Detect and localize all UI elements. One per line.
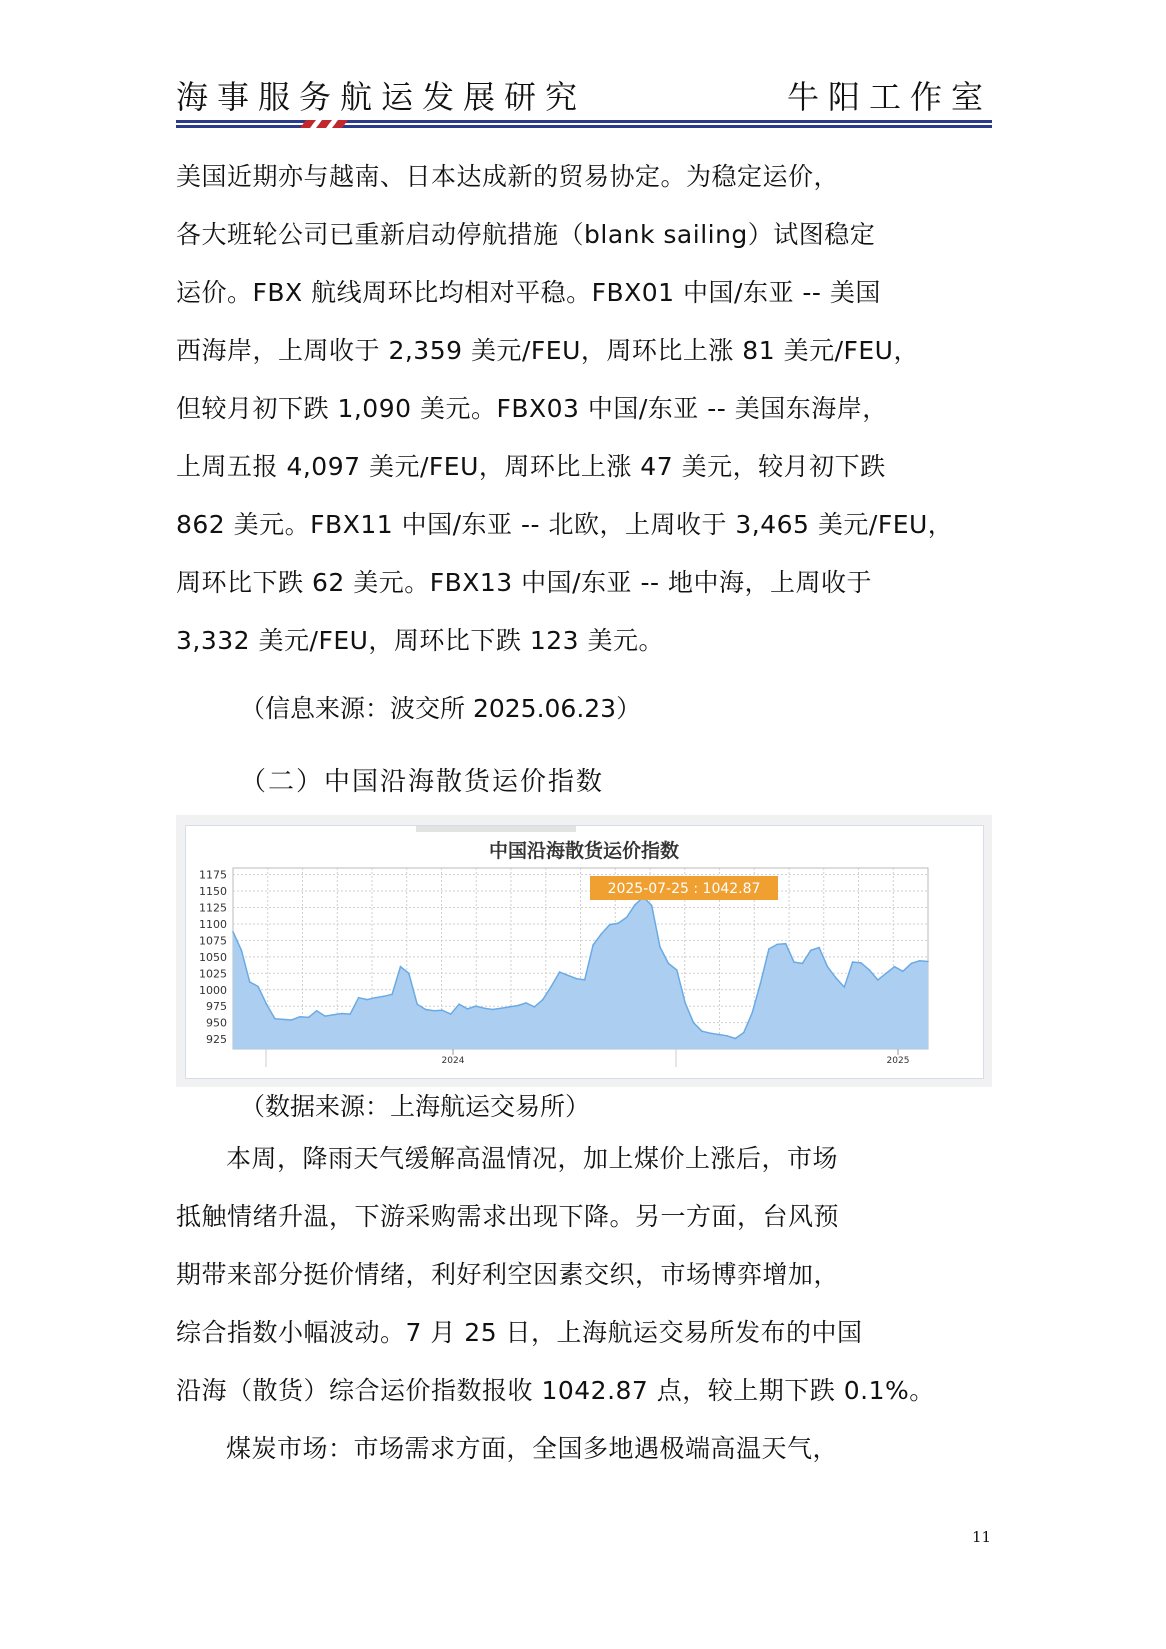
text-line: 周环比下跌 62 美元。FBX13 中国/东亚 -- 地中海，上周收于 — [176, 568, 872, 597]
data-point — [609, 924, 611, 926]
y-tick-label: 1100 — [199, 917, 227, 931]
data-point — [827, 966, 829, 968]
y-tick-label: 1050 — [199, 950, 227, 964]
data-point — [576, 978, 578, 980]
data-point — [676, 969, 678, 971]
data-point — [927, 961, 929, 963]
data-point — [291, 1019, 293, 1021]
y-tick-label: 925 — [206, 1033, 227, 1047]
data-point — [433, 1010, 435, 1012]
data-point — [768, 948, 770, 950]
data-point — [316, 1010, 318, 1012]
text-line: 862 美元。FBX11 中国/东亚 -- 北欧，上周收于 3,465 美元/FEU， — [176, 510, 954, 539]
data-point — [282, 1019, 284, 1021]
data-point — [651, 905, 653, 907]
text-line: 期带来部分挺价情绪，利好利空因素交织，市场博弈增加， — [176, 1260, 840, 1289]
data-point — [274, 1018, 276, 1020]
data-point — [416, 1003, 418, 1005]
text-line: 上周五报 4,097 美元/FEU，周环比上涨 47 美元，较月初下跌 — [176, 452, 886, 481]
data-point — [358, 997, 360, 999]
y-tick-label: 975 — [206, 1000, 227, 1014]
text-line: 西海岸，上周收于 2,359 美元/FEU，周环比上涨 81 美元/FEU， — [176, 336, 919, 365]
data-point — [492, 1009, 494, 1011]
data-point — [810, 950, 812, 952]
y-tick-label: 1150 — [199, 885, 227, 899]
data-point — [869, 969, 871, 971]
data-point — [383, 996, 385, 998]
data-point — [333, 1014, 335, 1016]
data-point — [509, 1006, 511, 1008]
data-point — [467, 1008, 469, 1010]
x-tick-label: 2024 — [441, 1056, 465, 1066]
text-line: 综合指数小幅波动。7 月 25 日，上海航运交易所发布的中国 — [176, 1318, 863, 1347]
data-point — [885, 973, 887, 975]
text-line: 3,332 美元/FEU，周环比下跌 123 美元。 — [176, 626, 665, 655]
data-point — [341, 1013, 343, 1015]
data-point — [902, 971, 904, 973]
data-point — [408, 973, 410, 975]
data-point — [894, 966, 896, 968]
data-point — [450, 1013, 452, 1015]
data-point — [500, 1007, 502, 1009]
data-point — [802, 963, 804, 965]
data-point — [584, 979, 586, 981]
data-point — [442, 1009, 444, 1011]
text-line: 沿海（散货）综合运价指数报收 1042.87 点，较上期下跌 0.1%。 — [176, 1376, 935, 1405]
data-point — [601, 933, 603, 935]
data-point — [517, 1005, 519, 1007]
tooltip-text: 2025-07-25 : 1042.87 — [607, 881, 761, 897]
chart-title: 中国沿海散货运价指数 — [488, 840, 680, 862]
text-line: 运价。FBX 航线周环比均相对平稳。FBX01 中国/东亚 -- 美国 — [176, 278, 881, 307]
text-line: 但较月初下跌 1,090 美元。FBX03 中国/东亚 -- 美国东海岸， — [176, 394, 888, 423]
text-line: 美国近期亦与越南、日本达成新的贸易协定。为稳定运价， — [176, 162, 840, 191]
data-point — [668, 963, 670, 965]
data-point — [475, 1005, 477, 1007]
data-point — [777, 944, 779, 946]
data-point — [718, 1034, 720, 1036]
data-point — [366, 999, 368, 1001]
paragraph-coal-market — [176, 1420, 992, 1478]
data-point — [241, 950, 243, 952]
data-point — [375, 997, 377, 999]
section-title: （二）中国沿海散货运价指数 — [240, 767, 605, 797]
data-point — [693, 1022, 695, 1024]
data-point — [425, 1009, 427, 1011]
data-point — [534, 1006, 536, 1008]
data-point — [684, 1002, 686, 1004]
data-point — [324, 1015, 326, 1017]
data-point — [911, 963, 913, 965]
data-point — [525, 1002, 527, 1004]
data-point — [232, 931, 234, 933]
data-point — [266, 1003, 268, 1005]
y-tick-label: 1075 — [199, 934, 227, 948]
data-point — [483, 1007, 485, 1009]
text-line: 各大班轮公司已重新启动停航措施（blank sailing）试图稳定 — [176, 220, 876, 249]
data-point — [710, 1032, 712, 1034]
y-tick-label: 950 — [206, 1016, 227, 1030]
chart-panel — [185, 825, 984, 1079]
data-point — [391, 994, 393, 996]
header-left-title: 海事服务航运发展研究 — [176, 78, 587, 116]
data-point — [559, 971, 561, 973]
data-point — [735, 1038, 737, 1040]
data-point — [592, 944, 594, 946]
chart-tooltip — [590, 876, 778, 900]
data-point — [743, 1032, 745, 1034]
data-point — [349, 1013, 351, 1015]
y-tick-label: 1025 — [199, 967, 227, 981]
data-point — [726, 1035, 728, 1037]
data-point — [550, 986, 552, 988]
y-tick-label: 1125 — [199, 901, 227, 915]
data-point — [567, 975, 569, 977]
data-point — [659, 946, 661, 948]
data-source: （数据来源：上海航运交易所） — [240, 1092, 591, 1121]
text-line: 煤炭市场：市场需求方面，全国多地遇极端高温天气， — [226, 1434, 839, 1463]
data-point — [626, 917, 628, 919]
data-point — [919, 960, 921, 962]
data-point — [860, 962, 862, 964]
data-point — [877, 979, 879, 981]
data-point — [458, 1003, 460, 1005]
data-point — [542, 999, 544, 1001]
data-point — [617, 923, 619, 925]
data-point — [760, 982, 762, 984]
text-line: 本周，降雨天气缓解高温情况，加上煤价上涨后，市场 — [226, 1144, 839, 1173]
header-rule — [176, 120, 992, 130]
data-point — [793, 961, 795, 963]
paragraph-fbx — [176, 148, 992, 670]
data-point — [249, 981, 251, 983]
data-point — [634, 904, 636, 906]
page-number: 11 — [972, 1528, 992, 1546]
data-point — [751, 1012, 753, 1014]
data-point — [701, 1030, 703, 1032]
header-right-title: 牛阳工作室 — [786, 78, 992, 116]
data-point — [257, 986, 259, 988]
info-source: （信息来源：波交所 2025.06.23） — [240, 694, 642, 723]
data-point — [299, 1016, 301, 1018]
text-line: 抵触情绪升温，下游采购需求出现下降。另一方面，台风预 — [176, 1202, 840, 1231]
data-point — [852, 961, 854, 963]
data-point — [835, 977, 837, 979]
freight-index-chart — [186, 826, 983, 1078]
y-tick-label: 1000 — [199, 983, 227, 997]
data-point — [785, 943, 787, 945]
x-tick-label: 2025 — [886, 1056, 910, 1066]
paragraph-coastal-index — [176, 1130, 992, 1420]
data-point — [400, 966, 402, 968]
y-tick-label: 1175 — [199, 868, 227, 882]
chart-container — [176, 815, 992, 1087]
data-point — [844, 986, 846, 988]
data-point — [308, 1017, 310, 1019]
data-point — [818, 947, 820, 949]
